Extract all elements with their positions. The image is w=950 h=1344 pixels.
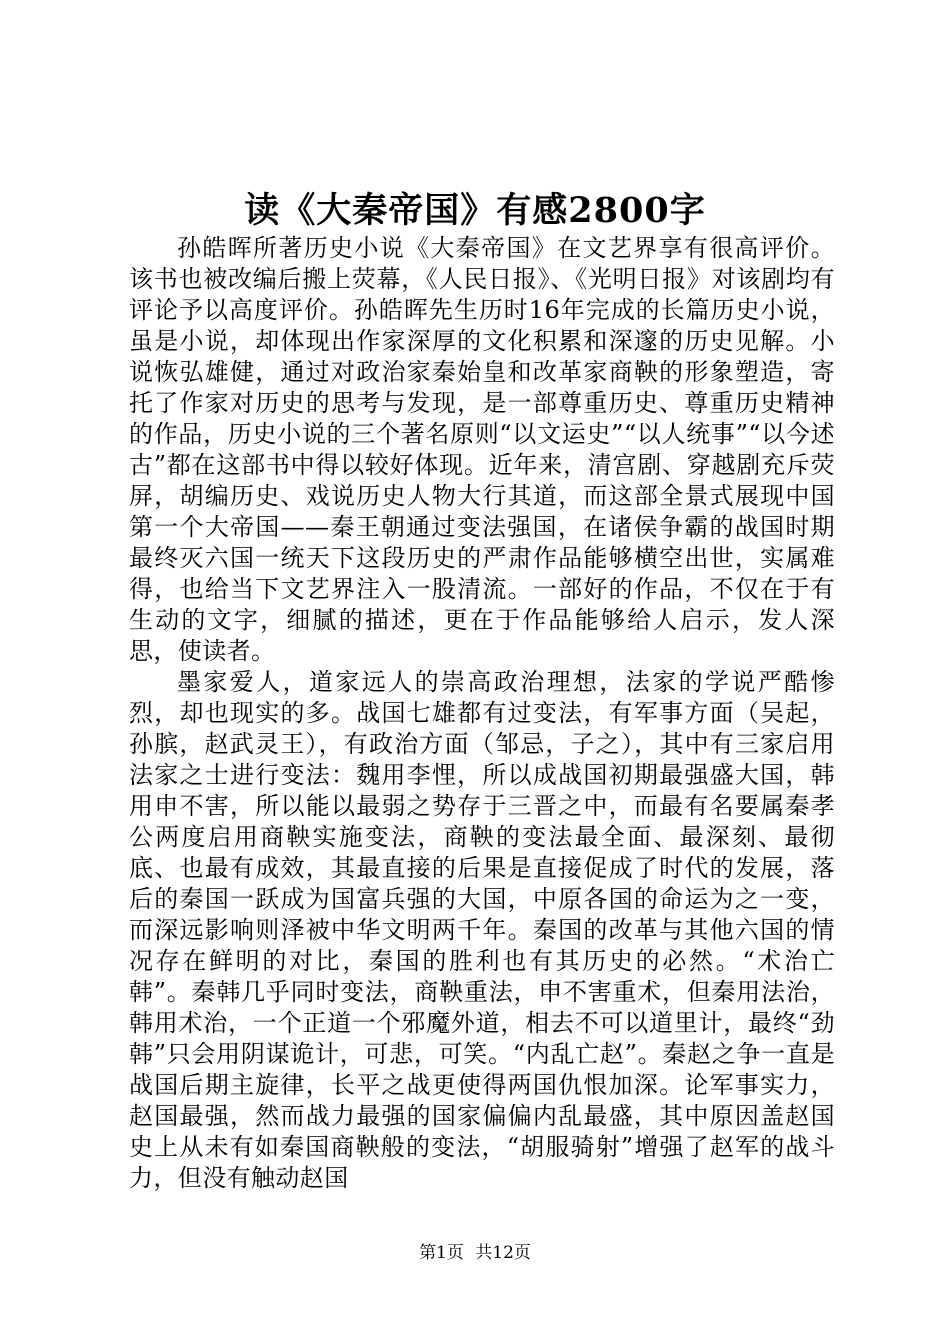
page-number: 第1页 — [419, 1243, 464, 1263]
page-footer — [0, 1241, 950, 1265]
page-total: 共12页 — [475, 1243, 531, 1263]
document-body — [129, 233, 835, 1194]
body-paragraph-2: 墨家爱人，道家远人的崇高政治理想，法家的学说严酷惨烈，却也现实的多。战国七雄都有过变法，有军事方面（吴起，孙膑，赵武灵王），有政治方面（邹忌，子之），其中有三家启用法家之士进行变法：魏用李悝，所以成战国初期最强盛大国，韩用申不害，所以能以最弱之势存于三晋之中，而最有名要属秦孝公两度启用商鞅实施变法，商鞅的变法最全面、最深刻、最彻底、也最有成效，其最直接的后果是直接促成了时代的发展，落后的秦国一跃成为国富兵强的大国，中原各国的命运为之一变，而深远影响则泽被中华文明两千年。秦国的改革与其他六国的情况存在鲜明的对比，秦国的胜利也有其历史的必然。“术治亡韩”。秦韩几乎同时变法，商鞅重法，申不害重术，但秦用法治，韩用术治，一个正道一个邪魔外道，相去不可以道里计，最终“劲韩”只会用阴谋诡计，可悲，可笑。“内乱亡赵”。秦赵之争一直是战国后期主旋律，长平之战更使得两国仇恨加深。论军事实力，赵国最强，然而战力最强的国家偏偏内乱最盛，其中原因盖赵国史上从未有如秦国商鞅般的变法，“胡服骑射”增强了赵军的战斗力，但没有触动赵国 — [129, 668, 835, 1192]
document-title: 读《大秦帝国》有感2800字 — [244, 190, 706, 231]
body-paragraph-1: 孙皓晖所著历史小说《大秦帝国》在文艺界享有很高评价。该书也被改编后搬上荧幕，《人民日报》、《光明日报》对该剧均有评论予以高度评价。孙皓晖先生历时16年完成的长篇历史小说，虽是小说，却体现出作家深厚的文化积累和深邃的历史见解。小说恢弘雄健，通过对政治家秦始皇和改革家商鞅的形象塑造，寄托了作家对历史的思考与发现，是一部尊重历史、尊重历史精神的作品，历史小说的三个著名原则“以文运史”“以人统事”“以今述古”都在这部书中得以较好体现。近年来，清宫剧、穿越剧充斥荧屏，胡编历史、戏说历史人物大行其道，而这部全景式展现中国第一个大帝国——秦王朝通过变法强国，在诸侯争霸的战国时期最终灭六国一统天下这段历史的严肃作品能够横空出世，实属难得，也给当下文艺界注入一股清流。一部好的作品，不仅在于有生动的文字，细腻的描述，更在于作品能够给人启示，发人深思，使读者。 — [129, 234, 835, 665]
